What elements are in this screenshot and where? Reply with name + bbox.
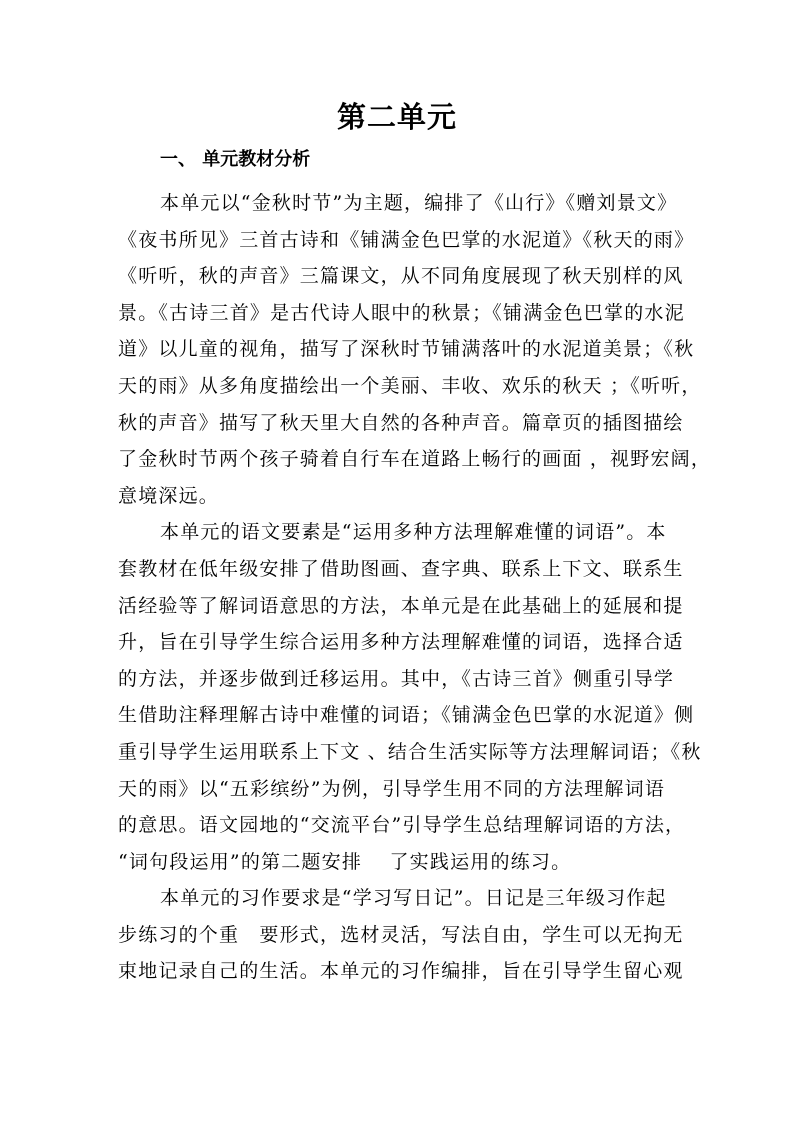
paragraph-1-line: 天的雨》从多角度描绘出一个美丽、丰收、欢乐的秋天 ；《听听， — [118, 374, 702, 397]
paragraph-2-line: 生借助注释理解古诗中难懂的词语；《铺满金色巴掌的水泥道》侧 — [118, 704, 695, 727]
paragraph-2-line: 天的雨》以“五彩缤纷”为例，引导学生用不同的方法理解词语 — [118, 777, 666, 800]
paragraph-1-line: 《听听，秋的声音》三篇课文，从不同角度展现了秋天别样的风 — [118, 265, 684, 288]
paragraph-1-line: 《夜书所见》三首古诗和《铺满金色巴掌的水泥道》《秋天的雨》 — [118, 228, 695, 251]
paragraph-2-line: 的方法，并逐步做到迁移运用。其中，《古诗三首》侧重引导学 — [118, 667, 675, 690]
paragraph-2-line: 活经验等了解词语意思的方法，本单元是在此基础上的延展和提 — [118, 594, 684, 617]
paragraph-2-line: 本单元的语文要素是“运用多种方法理解难懂的词语”。本 — [160, 521, 667, 544]
paragraph-3-line: 束地记录自己的生活。本单元的习作编排，旨在引导学生留心观 — [118, 960, 684, 983]
paragraph-2-line: “词句段运用”的第二题安排 了实践运用的练习。 — [118, 850, 572, 873]
paragraph-2-line: 套教材在低年级安排了借助图画、查字典、联系上下文、联系生 — [118, 557, 684, 580]
body-text — [118, 185, 728, 990]
paragraph-2-line: 升，旨在引导学生综合运用多种方法理解难懂的词语，选择合适 — [118, 631, 684, 654]
paragraph-1-line: 景。《古诗三首》是古代诗人眼中的秋景；《铺满金色巴掌的水泥 — [118, 301, 685, 324]
paragraph-1-line: 道》以儿童的视角，描写了深秋时节铺满落叶的水泥道美景；《秋 — [118, 338, 695, 361]
paragraph-1-line: 了金秋时节两个孩子骑着自行车在道路上畅行的画面 ，视野宏阔， — [118, 448, 712, 471]
paragraph-2-line: 的意思。语文园地的“交流平台”引导学生总结理解词语的方法， — [118, 814, 686, 837]
paragraph-1-line: 意境深远。 — [118, 484, 220, 507]
paragraph-3-line: 步练习的个重 要形式，选材灵活，写法自由，学生可以无拘无 — [118, 923, 684, 946]
paragraph-1-line: 本单元以“金秋时节”为主题，编排了《山行》《赠刘景文》 — [160, 192, 678, 214]
paragraph-1-line: 秋的声音》描写了秋天里大自然的各种声音。篇章页的插图描绘 — [118, 411, 684, 434]
paragraph-3-line: 本单元的习作要求是“学习写日记”。日记是三年级习作起 — [160, 887, 667, 910]
paragraph-2-line: 重引导学生运用联系上下文 、结合生活实际等方法理解词语；《秋 — [118, 740, 702, 763]
page-title: 第二单元 — [336, 100, 457, 134]
section-heading: 一、 单元教材分析 — [160, 149, 311, 170]
